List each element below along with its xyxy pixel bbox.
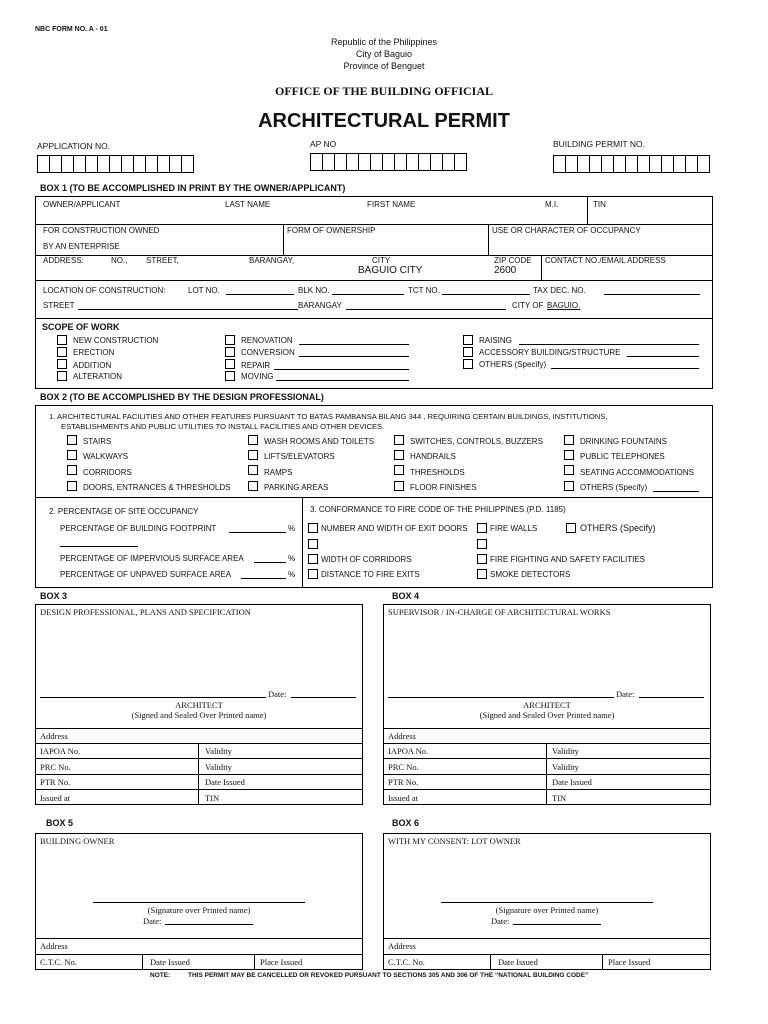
street-field[interactable] <box>78 309 298 310</box>
fire-others-label: OTHERS (Specify) <box>580 523 656 533</box>
raising-label: RAISING <box>479 336 512 345</box>
corridors-checkbox[interactable] <box>67 465 77 475</box>
seating-label: SEATING ACCOMMODATIONS <box>580 468 694 477</box>
box4-validity-2: Validity <box>552 762 579 772</box>
zip-code-label: ZIP CODE <box>494 256 532 265</box>
telephones-label: PUBLIC TELEPHONES <box>580 452 665 461</box>
box1-col-divider <box>488 224 489 255</box>
handrails-checkbox[interactable] <box>394 450 404 460</box>
box4-col-divider <box>546 743 547 805</box>
box3-date-issued: Date Issued <box>205 777 245 787</box>
fire-others-checkbox[interactable] <box>566 523 576 533</box>
tax-dec-label: TAX DEC. NO. <box>533 286 586 295</box>
tin-label: TIN <box>593 200 606 209</box>
barangay-field[interactable] <box>346 309 506 310</box>
box3-signature-line[interactable] <box>40 697 266 698</box>
addition-checkbox[interactable] <box>57 359 67 369</box>
repair-field[interactable] <box>274 369 409 370</box>
box3-tin: TIN <box>205 793 220 803</box>
box3-validity-1: Validity <box>205 746 232 756</box>
conversion-field[interactable] <box>299 356 409 357</box>
form-of-ownership-label: FORM OF OWNERSHIP <box>287 226 376 235</box>
renovation-checkbox[interactable] <box>225 335 235 345</box>
box3-row-divider <box>35 758 363 759</box>
impervious-pct: % <box>288 554 296 563</box>
erection-label: ERECTION <box>73 348 115 357</box>
scope-others-checkbox[interactable] <box>463 359 473 369</box>
box3-issued-at: Issued at <box>40 793 70 803</box>
addition-label: ADDITION <box>73 361 112 370</box>
thresholds-checkbox[interactable] <box>394 465 404 475</box>
form-number: NBC FORM NO. A - 01 <box>35 26 108 33</box>
box5-date-field[interactable] <box>165 924 253 925</box>
smoke-detectors-label: SMOKE DETECTORS <box>490 570 571 579</box>
box4-iapoa: IAPOA No. <box>388 746 429 756</box>
facilities-others-field[interactable] <box>653 491 699 492</box>
first-name-label: FIRST NAME <box>367 200 416 209</box>
box1-heading: BOX 1 (TO BE ACCOMPLISHED IN PRINT BY THE OWNER/APPLICANT) <box>40 183 346 193</box>
box6-row-divider <box>383 954 711 955</box>
box2-divider <box>35 497 713 498</box>
box5-title: BUILDING OWNER <box>40 836 115 846</box>
box6-date-label: Date: <box>491 916 510 926</box>
unpaved-field[interactable] <box>241 578 286 579</box>
washrooms-label: WASH ROOMS AND TOILETS <box>264 437 375 446</box>
box4-tin: TIN <box>552 793 567 803</box>
raising-field[interactable] <box>519 344 699 345</box>
stairs-label: STAIRS <box>83 437 112 446</box>
moving-field[interactable] <box>276 380 409 381</box>
box1-row-divider <box>35 280 713 281</box>
erection-checkbox[interactable] <box>57 347 67 357</box>
switches-checkbox[interactable] <box>394 435 404 445</box>
box4-validity-1: Validity <box>552 746 579 756</box>
box5-col-divider <box>142 954 143 970</box>
new-construction-label: NEW CONSTRUCTION <box>73 336 159 345</box>
fire-fighting-label: FIRE FIGHTING AND SAFETY FACILITIES <box>490 555 645 564</box>
fountains-label: DRINKING FOUNTAINS <box>580 437 667 446</box>
box5-address: Address <box>40 941 68 951</box>
parking-checkbox[interactable] <box>248 481 258 491</box>
box5-heading: BOX 5 <box>46 818 74 828</box>
thresholds-label: THRESHOLDS <box>410 468 465 477</box>
alteration-checkbox[interactable] <box>57 371 67 381</box>
box4-row-divider <box>383 743 711 744</box>
box4-signed-note: (Signed and Sealed Over Printed name) <box>479 710 615 720</box>
box5-row-divider <box>35 938 363 939</box>
scope-heading: SCOPE OF WORK <box>42 322 120 332</box>
box4-date-issued: Date Issued <box>552 777 592 787</box>
doors-label: DOORS, ENTRANCES & THRESHOLDS <box>83 483 231 492</box>
box6-signature-line[interactable] <box>441 902 653 903</box>
box3-title: DESIGN PROFESSIONAL, PLANS AND SPECIFICATION <box>40 607 251 617</box>
box4-prc: PRC No. <box>388 762 419 772</box>
box1-col-divider <box>587 196 588 224</box>
ramps-label: RAMPS <box>264 468 293 477</box>
box6-place-issued: Place Issued <box>608 957 651 967</box>
address-street-label: STREET, <box>146 256 179 265</box>
lifts-label: LIFTS/ELEVATORS <box>264 452 335 461</box>
zip-code-value: 2600 <box>494 265 517 276</box>
box5-date-issued: Date Issued <box>150 957 190 967</box>
facilities-line1: 1. ARCHITECTURAL FACILITIES AND OTHER FEATURES PURSUANT TO BATAS PAMBANSA BILANG 344 , REQUIRING CERTAIN BUILDINGS, INSTITUTIONS, <box>49 412 608 421</box>
box6-col-divider <box>602 954 603 970</box>
box4-role: ARCHITECT <box>523 700 571 710</box>
smoke-detectors-checkbox[interactable] <box>477 569 487 579</box>
footprint-extra-field[interactable] <box>60 546 138 547</box>
box4-issued-at: Issued at <box>388 793 418 803</box>
box3-date-label: Date: <box>268 689 287 699</box>
address-label: ADDRESS: <box>43 256 84 265</box>
province-line: Province of Benguet <box>343 61 425 71</box>
box5-col-divider <box>254 954 255 970</box>
box5-signature-line[interactable] <box>93 902 305 903</box>
box6-title: WITH MY CONSENT: LOT OWNER <box>388 836 521 846</box>
unpaved-pct: % <box>288 570 296 579</box>
blk-no-field[interactable] <box>332 294 404 295</box>
application-no-label: APPLICATION NO. <box>37 141 111 151</box>
tct-no-label: TCT NO. <box>408 286 440 295</box>
footprint-pct: % <box>288 524 296 533</box>
repair-label: REPAIR <box>241 361 271 370</box>
address-city-label: CITY <box>372 256 391 265</box>
fire-blank-checkbox-1[interactable] <box>308 539 318 549</box>
fire-code-heading: 3. CONFORMANCE TO FIRE CODE OF THE PHILIPPINES (P.D. 1185) <box>310 505 566 514</box>
ap-no-cells[interactable] <box>310 153 467 171</box>
lot-no-field[interactable] <box>226 294 294 295</box>
moving-checkbox[interactable] <box>225 371 235 381</box>
accessory-checkbox[interactable] <box>463 347 473 357</box>
use-character-label: USE OR CHARACTER OF OCCUPANCY <box>492 226 641 235</box>
box3-row-divider <box>35 743 363 744</box>
new-construction-checkbox[interactable] <box>57 335 67 345</box>
conversion-label: CONVERSION <box>241 348 295 357</box>
distance-exits-checkbox[interactable] <box>308 569 318 579</box>
box3-heading: BOX 3 <box>40 591 68 601</box>
conversion-checkbox[interactable] <box>225 347 235 357</box>
impervious-field[interactable] <box>254 562 286 563</box>
box3-col-divider <box>198 743 199 805</box>
republic-line: Republic of the Philippines <box>330 37 438 47</box>
box1-row-divider <box>35 318 713 319</box>
box4-row-divider <box>383 774 711 775</box>
ramps-checkbox[interactable] <box>248 465 258 475</box>
washrooms-checkbox[interactable] <box>248 435 258 445</box>
box3-prc: PRC No. <box>40 762 71 772</box>
box5-ctc: C.T.C. No. <box>40 957 77 967</box>
renovation-label: RENOVATION <box>241 336 293 345</box>
fire-fighting-checkbox[interactable] <box>477 554 487 564</box>
moving-label: MOVING <box>241 372 274 381</box>
tax-dec-field[interactable] <box>604 294 700 295</box>
width-corridors-checkbox[interactable] <box>308 554 318 564</box>
mi-label: M.I. <box>545 200 559 209</box>
renovation-field[interactable] <box>299 344 409 345</box>
walkways-checkbox[interactable] <box>67 450 77 460</box>
box6-date-issued: Date Issued <box>498 957 538 967</box>
exit-doors-label: NUMBER AND WIDTH OF EXIT DOORS <box>321 524 468 533</box>
box6-row-divider <box>383 938 711 939</box>
barangay-label: BARANGAY <box>298 301 342 310</box>
site-occupancy-heading: 2. PERCENTAGE OF SITE OCCUPANCY <box>49 507 199 516</box>
address-barangay-label: BARANGAY, <box>249 256 295 265</box>
city-line: City of Baguio <box>355 49 413 59</box>
box3-address: Address <box>40 731 68 741</box>
box4-row-divider <box>383 789 711 790</box>
walkways-label: WALKWAYS <box>83 452 129 461</box>
stairs-checkbox[interactable] <box>67 435 77 445</box>
footprint-field[interactable] <box>229 532 286 533</box>
box4-date-label: Date: <box>616 689 635 699</box>
box4-address: Address <box>388 731 416 741</box>
box6-ctc: C.T.C. No. <box>388 957 425 967</box>
telephones-checkbox[interactable] <box>564 450 574 460</box>
lot-no-label: LOT NO. <box>188 286 220 295</box>
box1-col-divider <box>541 255 542 280</box>
seating-checkbox[interactable] <box>564 465 574 475</box>
city-of-value: BAGUIO. <box>547 301 581 310</box>
box3-row-divider <box>35 789 363 790</box>
box3-role: ARCHITECT <box>175 700 223 710</box>
box3-date-field[interactable] <box>291 697 356 698</box>
facilities-others-label: OTHERS (Specify) <box>580 483 648 492</box>
raising-checkbox[interactable] <box>463 335 473 345</box>
building-permit-no-label: BUILDING PERMIT NO. <box>553 139 645 149</box>
box6-heading: BOX 6 <box>392 818 420 828</box>
switches-label: SWITCHES, CONTROLS, BUZZERS <box>410 437 543 446</box>
box6-col-divider <box>490 954 491 970</box>
box1-col-divider <box>283 224 284 255</box>
box3-row-divider <box>35 774 363 775</box>
floor-finishes-label: FLOOR FINISHES <box>410 483 477 492</box>
box5-date-label: Date: <box>143 916 162 926</box>
ap-no-label: AP NO <box>310 139 337 149</box>
box4-signature-line[interactable] <box>388 697 614 698</box>
box3-iapoa: IAPOA No. <box>40 746 81 756</box>
contact-label: CONTACT NO./EMAIL ADDRESS <box>545 256 666 265</box>
box3-ptr: PTR No. <box>40 777 71 787</box>
floor-finishes-checkbox[interactable] <box>394 481 404 491</box>
scope-others-label: OTHERS (Specify) <box>479 360 547 369</box>
scope-others-field[interactable] <box>551 368 699 369</box>
page-title: ARCHITECTURAL PERMIT <box>258 110 510 132</box>
handrails-label: HANDRAILS <box>410 452 456 461</box>
repair-checkbox[interactable] <box>225 359 235 369</box>
corridors-label: CORRIDORS <box>83 468 132 477</box>
box4-row-divider <box>383 728 711 729</box>
distance-exits-label: DISTANCE TO FIRE EXITS <box>321 570 420 579</box>
fire-blank-checkbox-2[interactable] <box>477 539 487 549</box>
city-of-label: CITY OF <box>512 301 544 310</box>
box4-ptr: PTR No. <box>388 777 419 787</box>
tct-no-field[interactable] <box>442 294 530 295</box>
alteration-label: ALTERATION <box>73 372 123 381</box>
box4-row-divider <box>383 758 711 759</box>
box1-row-divider <box>35 224 713 225</box>
box6-signature-note: (Signature over Printed name) <box>495 905 599 915</box>
unpaved-label: PERCENTAGE OF UNPAVED SURFACE AREA <box>60 570 232 579</box>
box4-title: SUPERVISOR / IN-CHARGE OF ARCHITECTURAL WORKS <box>388 607 611 617</box>
building-permit-no-cells[interactable] <box>553 155 710 173</box>
facilities-line2: ESTABLISHMENTS AND PUBLIC UTILITIES TO INSTALL FACILITIES AND OTHER DEVICES. <box>61 422 385 431</box>
fire-walls-label: FIRE WALLS <box>490 524 538 533</box>
box3-signed-note: (Signed and Sealed Over Printed name) <box>131 710 267 720</box>
box4-date-field[interactable] <box>639 697 704 698</box>
address-city-value: BAGUIO CITY <box>358 265 423 276</box>
box6-date-field[interactable] <box>513 924 601 925</box>
office-title: OFFICE OF THE BUILDING OFFICIAL <box>274 84 494 98</box>
last-name-label: LAST NAME <box>225 200 271 209</box>
box4-heading: BOX 4 <box>392 591 420 601</box>
box5-signature-note: (Signature over Printed name) <box>147 905 251 915</box>
footprint-label: PERCENTAGE OF BUILDING FOOTPRINT <box>60 524 217 533</box>
width-corridors-label: WIDTH OF CORRIDORS <box>321 555 412 564</box>
box2-heading: BOX 2 (TO BE ACCOMPLISHED BY THE DESIGN PROFESSIONAL) <box>40 392 324 402</box>
box6-address: Address <box>388 941 416 951</box>
fountains-checkbox[interactable] <box>564 435 574 445</box>
blk-no-label: BLK NO. <box>298 286 330 295</box>
fire-walls-checkbox[interactable] <box>477 523 487 533</box>
exit-doors-checkbox[interactable] <box>308 523 318 533</box>
lifts-checkbox[interactable] <box>248 450 258 460</box>
application-no-cells[interactable] <box>37 155 194 173</box>
owner-applicant-label: OWNER/APPLICANT <box>43 200 121 209</box>
address-no-label: NO., <box>111 256 128 265</box>
accessory-field[interactable] <box>627 356 699 357</box>
note-text: THIS PERMIT MAY BE CANCELLED OR REVOKED PURSUANT TO SECTIONS 305 AND 306 OF THE “NATIONAL BUILDING CODE” <box>188 972 589 979</box>
accessory-label: ACCESSORY BUILDING/STRUCTURE <box>479 348 621 357</box>
box5-row-divider <box>35 954 363 955</box>
box3-row-divider <box>35 728 363 729</box>
location-label: LOCATION OF CONSTRUCTION: <box>43 286 166 295</box>
impervious-label: PERCENTAGE OF IMPERVIOUS SURFACE AREA <box>60 554 244 563</box>
parking-label: PARKING AREAS <box>264 483 329 492</box>
by-enterprise-label: BY AN ENTERPRISE <box>43 242 120 251</box>
box3-validity-2: Validity <box>205 762 232 772</box>
note-label: NOTE: <box>150 972 171 979</box>
box5-place-issued: Place Issued <box>260 957 303 967</box>
doors-checkbox[interactable] <box>67 481 77 491</box>
street-label: STREET <box>43 301 75 310</box>
facilities-others-checkbox[interactable] <box>564 481 574 491</box>
box2-divider <box>302 497 303 588</box>
construction-owned-label: FOR CONSTRUCTION OWNED <box>43 226 160 235</box>
